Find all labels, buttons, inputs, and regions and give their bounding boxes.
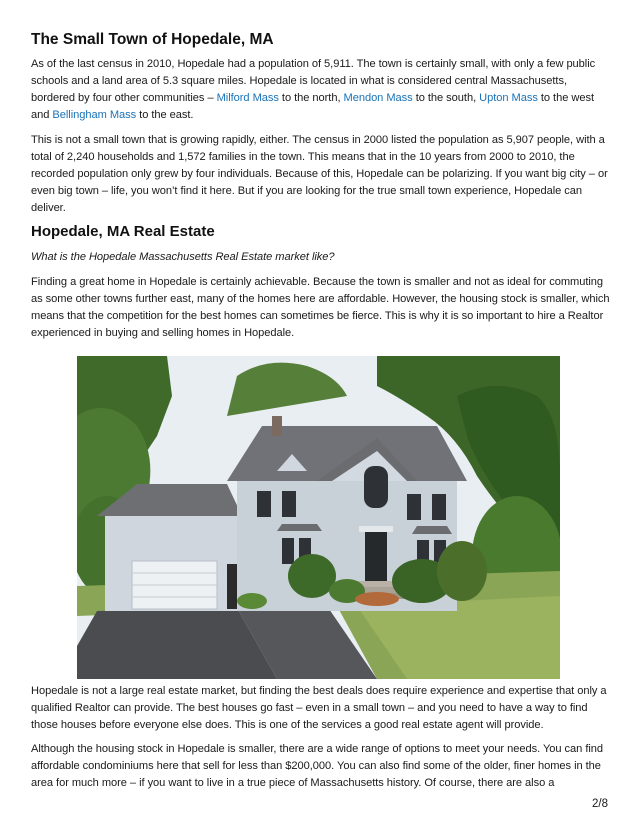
link-mendon[interactable]: Mendon Mass: [343, 92, 413, 104]
paragraph-text: to the east.: [136, 109, 194, 121]
paragraph-text: to the south,: [412, 92, 480, 104]
paragraph-population: [31, 56, 613, 124]
link-bellingham[interactable]: Bellingham Mass: [52, 109, 137, 121]
paragraph-market: Hopedale is not a large real estate market, but finding the best deals does require experience and expertise that only a qualified Realtor can provide. The best houses go fast – even in a small town – and you need to have a way to find those houses before everyone else does. This is one of the services a good real estate agent will provide.: [31, 685, 607, 731]
paragraph-text: to the north,: [278, 92, 344, 104]
paragraph-text: As of the last census in 2010, Hopedale had a population of 5,911. The town is certainly small, with only a few public schools and a land area of 5.3 square miles. Hopedale is located in what is considered central Massachusetts, bordered by four other communities –: [31, 58, 596, 104]
paragraph-housing-stock: Although the housing stock in Hopedale is smaller, there are a wide range of options to meet your needs. You can find affordable condominiums here that sell for less than $200,000. You can also find some of the older, finer homes in the area for much more – if you want to live in a true piece of Massachusetts history. Of course, there are also a: [31, 743, 604, 789]
section-heading-real-estate: Hopedale, MA Real Estate: [31, 223, 215, 240]
page-number: 2/8: [592, 798, 608, 810]
section-heading-town: The Small Town of Hopedale, MA: [31, 31, 274, 48]
italic-question: What is the Hopedale Massachusetts Real Estate market like?: [31, 251, 335, 263]
paragraph-text: to the west and: [31, 92, 594, 121]
paragraph-growth: This is not a small town that is growing rapidly, either. The census in 2000 listed the population as 5,907 people, with a total of 2,240 households and 1,572 families in the town. This means that in the 10 years from 2000 to 2010, the recorded population only grew by four individuals. Because of this, Hopedale can be polarizing. If you want big city – or even big town – life, you won’t find it here. But if you are looking for the true small town experience, Hopedale can deliver.: [31, 134, 608, 214]
link-upton[interactable]: Upton Mass: [479, 92, 538, 104]
link-milford[interactable]: Milford Mass: [216, 92, 279, 104]
paragraph-finding-home: Finding a great home in Hopedale is certainly achievable. Because the town is smaller and not as ideal for commuting as some other towns further east, many of the homes here are affordable. However, the housing stock is smaller, which means that the competition for the best homes can sometimes be fierce. This is why it is so important to hire a Realtor experienced in buying and selling homes in Hopedale.: [31, 276, 610, 339]
house-photo: [77, 356, 560, 679]
